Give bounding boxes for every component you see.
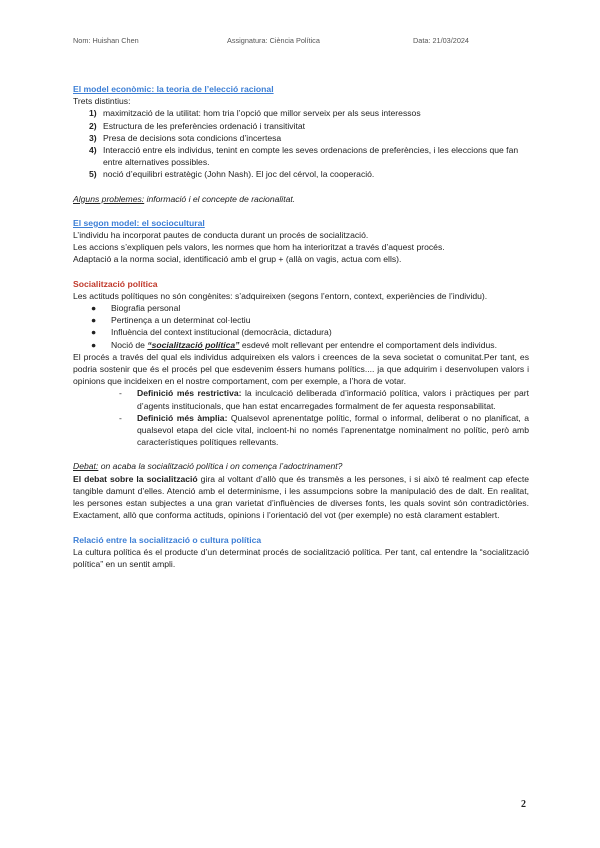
section-title-sociocultural: El segon model: el sociocultural — [73, 217, 205, 228]
header-subject: Assignatura: Ciència Política — [227, 36, 320, 45]
list-item: 4) Interacció entre els individus, tenint en compte les seves ordenacions de preferències, i les eleccions que fan entre alternatives possibles. — [89, 145, 519, 168]
bullet-icon: ● — [91, 327, 97, 338]
traits-list — [73, 107, 529, 180]
problems-label: Alguns problemes: — [73, 193, 145, 204]
bullet-icon: ● — [91, 303, 97, 314]
header-name: Nom: Huishan Chen — [73, 36, 139, 45]
bullet-icon: ● — [91, 315, 97, 326]
list-item: 5) noció d’equilibri estratègic (John Nash). El joc del cérvol, la cooperació. — [89, 169, 375, 180]
header-date: Data: 21/03/2024 — [413, 36, 469, 45]
dash-icon: - — [119, 388, 122, 399]
paragraph-line: L’individu ha incorporat pautes de conducta durant un procés de socialització. — [73, 230, 369, 241]
dash-icon: - — [119, 412, 122, 423]
factors-list — [73, 302, 529, 351]
definition-restrictive: - Definició més restrictiva: la inculcació deliberada d’informació política, valors i pràctiques per part d’agents institucionals, que han estat encarregades formalment de fer aquesta responsabilitat. — [119, 388, 529, 411]
list-item: ● Noció de “socialització política” esdevé molt rellevant per entendre el comportament dels individus. — [91, 339, 497, 350]
culture-paragraph: La cultura política és el producte d’un determinat procés de socialització política. Per tant, cal entendre la “socialització política” en un sentit ampli. — [73, 546, 529, 569]
list-item: ● Biografia personal — [91, 303, 181, 314]
problems-line: Alguns problemes: informació i el concepte de racionalitat. — [73, 193, 296, 204]
traits-intro: Trets distintius: — [73, 96, 131, 107]
socialization-paragraph: El procés a través del qual els individus adquireixen els valors i creences de la seva societat o comunitat.Per tant, es podria sostenir que és el procés pel que esdevenim éssers humans polítics.... ja que adquirim i desenvolupen valors i opinions que incideixen en el nostre comportament, com per exemple, a l’hora de votar. — [73, 351, 529, 387]
list-item: 2) Estructura de les preferències ordenació i transitivitat — [89, 120, 306, 131]
debate-paragraph: El debat sobre la socialització gira al voltant d’allò que és transmès a les persones, i si això té realment cap efecte tangible damunt d’elles. Atenció amb el determinisme, i les assumpcions sobre la manipulació des de dalt. En realitat, les persones estan subjectes a una gran varietat d’influències de diverses fonts, les quals sovint són contradictòries. Exactament, allò que conforma actituds, opinions i l’orientació del vot (per exemple) no està clarament establert. — [73, 473, 529, 521]
key-term: “socialització política” — [147, 339, 240, 350]
page-number: 2 — [521, 799, 526, 810]
paragraph-line: Les accions s’expliquen pels valors, les normes que hom ha interioritzat a través d’aquest procés. — [73, 242, 445, 253]
debate-question: Debat: on acaba la socialització política i on comença l’adoctrinament? — [73, 461, 343, 472]
list-item: 1) maximització de la utilitat: hom tria l’opció que millor serveix per als seus interessos — [89, 108, 421, 119]
section-title-political-socialization: Socialització política — [73, 278, 158, 289]
socialization-intro: Les actituds polítiques no són congènites: s’adquireixen (segons l’entorn, context, experiències de l’individu). — [73, 290, 488, 301]
section-title-economic-model: El model econòmic: la teoria de l’elecció racional — [73, 84, 274, 94]
bullet-icon: ● — [91, 339, 97, 350]
document-body — [73, 83, 529, 570]
definitions-list — [73, 387, 529, 448]
list-item: 3) Presa de decisions sota condicions d’incertesa — [89, 132, 282, 143]
paragraph-line: Adaptació a la norma social, identificació amb el grup + (allà on vagis, actua com ells). — [73, 254, 402, 265]
list-item: ● Influència del context institucional (democràcia, dictadura) — [91, 327, 332, 338]
definition-broad: - Definició més àmplia: Qualsevol aprenentatge polític, formal o informal, deliberat o no planificat, a qualsevol etapa del cicle vital, incloent-hi no només l’aprenentatge nominalment no polític, però amb característiques polítiques rellevants. — [119, 412, 530, 448]
list-item: ● Pertinença a un determinat col·lectiu — [91, 315, 251, 326]
section-title-culture: Relació entre la socialització o cultura política — [73, 534, 262, 545]
